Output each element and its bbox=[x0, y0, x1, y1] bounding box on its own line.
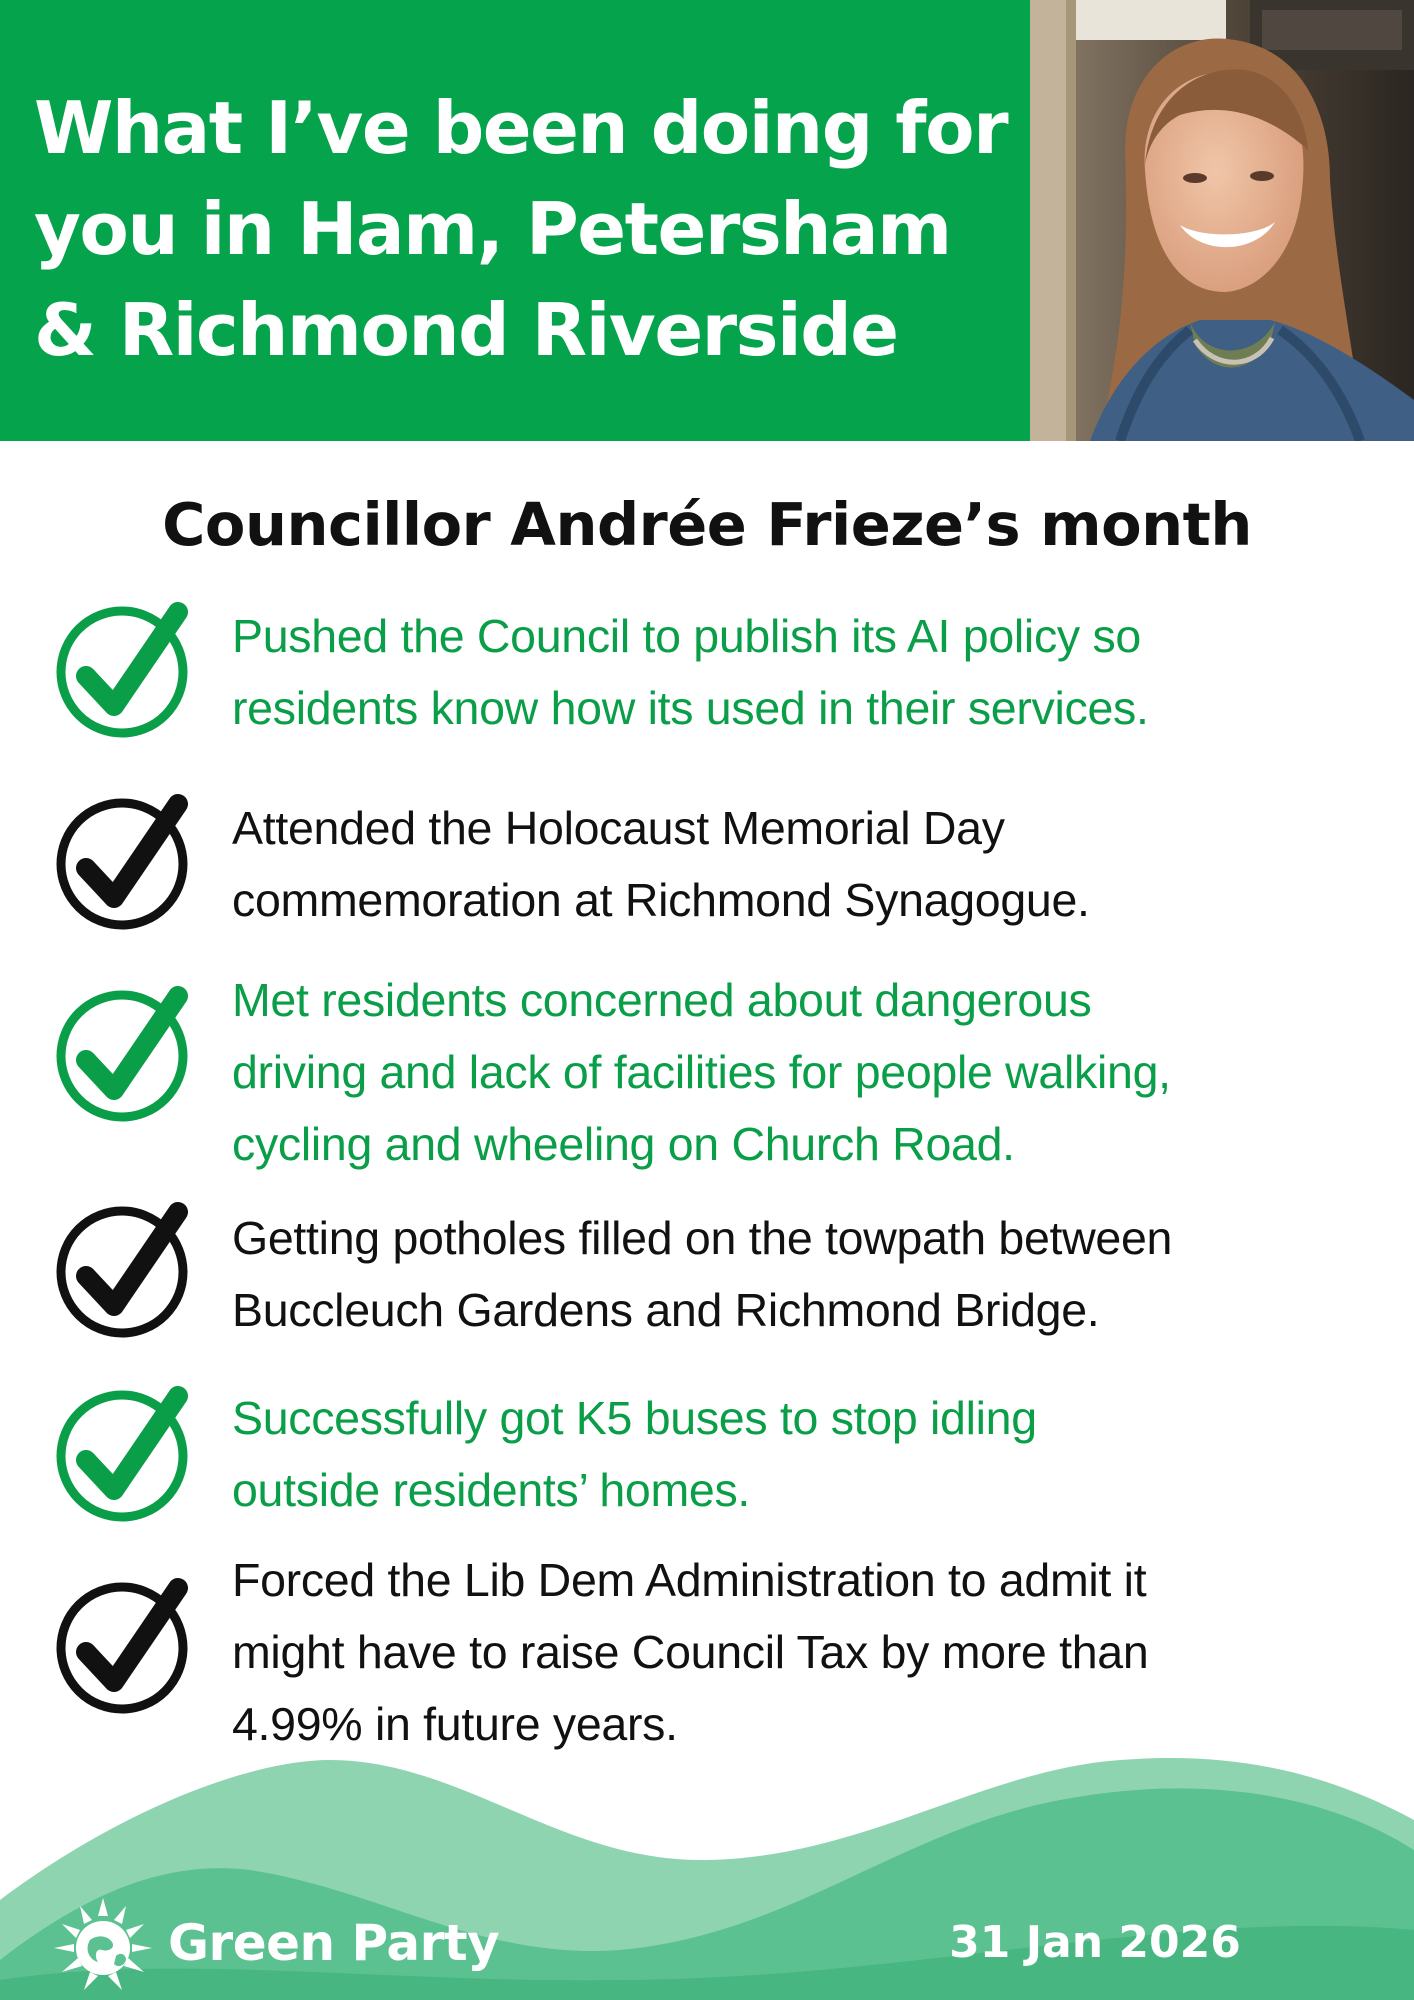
headline-line: & Richmond Riverside bbox=[34, 288, 898, 372]
item-text bbox=[232, 600, 1402, 744]
item-line: Buccleuch Gardens and Richmond Bridge. bbox=[232, 1284, 1100, 1336]
date-label: 31 Jan 2026 bbox=[949, 1917, 1241, 1968]
check-circle-icon bbox=[52, 602, 192, 742]
item-line: Getting potholes filled on the towpath between bbox=[232, 1212, 1173, 1264]
item-text bbox=[232, 1382, 1402, 1526]
check-circle-icon bbox=[52, 794, 192, 934]
item-text bbox=[232, 1202, 1402, 1346]
list-item bbox=[0, 792, 1414, 932]
item-line: outside residents’ homes. bbox=[232, 1464, 751, 1516]
list-item bbox=[0, 964, 1414, 1180]
item-line: driving and lack of facilities for people walking, bbox=[232, 1046, 1171, 1098]
item-text bbox=[232, 964, 1402, 1180]
item-line: cycling and wheeling on Church Road. bbox=[232, 1118, 1015, 1170]
subtitle: Councillor Andrée Frieze’s month bbox=[162, 490, 1252, 559]
list-item bbox=[0, 1544, 1414, 1760]
item-line: commemoration at Richmond Synagogue. bbox=[232, 874, 1090, 926]
check-circle-icon bbox=[52, 1202, 192, 1342]
check-circle-icon bbox=[52, 986, 192, 1126]
headline-line: you in Ham, Petersham bbox=[34, 187, 951, 271]
item-line: Met residents concerned about dangerous bbox=[232, 974, 1092, 1026]
green-party-logo-icon bbox=[50, 1890, 156, 1996]
item-line: Pushed the Council to publish its AI policy so bbox=[232, 610, 1141, 662]
list-item bbox=[0, 1382, 1414, 1526]
headline bbox=[34, 78, 1024, 381]
item-text bbox=[232, 1544, 1402, 1760]
item-line: might have to raise Council Tax by more than bbox=[232, 1626, 1149, 1678]
list-item bbox=[0, 600, 1414, 740]
list-item bbox=[0, 1202, 1414, 1346]
check-circle-icon bbox=[52, 1386, 192, 1526]
check-circle-icon bbox=[52, 1578, 192, 1718]
item-line: 4.99% in future years. bbox=[232, 1698, 678, 1750]
item-text bbox=[232, 792, 1402, 936]
item-line: Attended the Holocaust Memorial Day bbox=[232, 802, 1005, 854]
header-banner bbox=[0, 0, 1030, 441]
headline-line: What I’ve been doing for bbox=[34, 86, 1008, 170]
councillor-portrait bbox=[1030, 0, 1414, 441]
item-line: residents know how its used in their services. bbox=[232, 682, 1149, 734]
item-line: Forced the Lib Dem Administration to admit it bbox=[232, 1554, 1147, 1606]
party-name: Green Party bbox=[168, 1914, 500, 1972]
item-line: Successfully got K5 buses to stop idling bbox=[232, 1392, 1037, 1444]
